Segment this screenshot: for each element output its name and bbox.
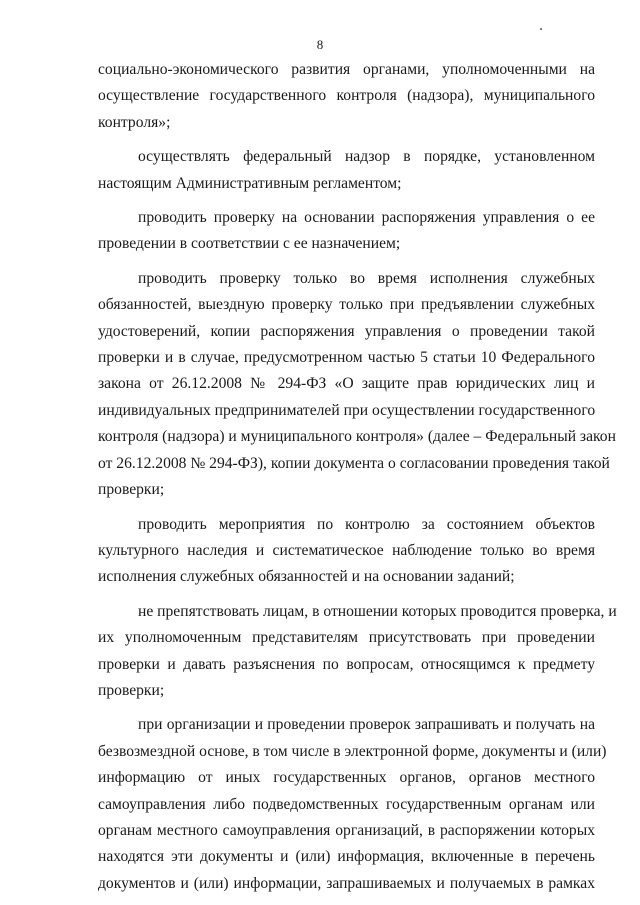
text-line: проводить проверку на основании распоряжения управления о ее [138, 209, 595, 227]
text-line: контроля»; [98, 113, 171, 131]
paragraph [98, 57, 595, 136]
text-line: проводить мероприятия по контролю за состоянием объектов [138, 515, 595, 533]
text-line: культурного наследия и систематическое наблюдение только во время [98, 541, 595, 559]
text-line: удостоверений, копии распоряжения управления о проведении такой [98, 322, 595, 340]
text-line: закона от 26.12.2008 № 294-ФЗ «О защите прав юридических лиц и [98, 375, 595, 393]
paragraph [98, 512, 595, 591]
text-line: осуществление государственного контроля (надзора), муниципального [98, 87, 595, 105]
text-line: проверки и давать разъяснения по вопросам, относящимся к предмету [98, 655, 595, 673]
text-line: от 26.12.2008 № 294-ФЗ), копии документа о согласовании проведения такой [98, 454, 610, 472]
text-line: находятся эти документы и (или) информация, включенные в перечень [98, 848, 595, 866]
text-line: индивидуальных предпринимателей при осуществлении государственного [98, 401, 596, 419]
paragraph [98, 712, 607, 897]
text-line: информацию от иных государственных органов, органов местного [98, 769, 595, 787]
text-line: не препятствовать лицам, в отношении которых проводится проверка, и [138, 602, 617, 620]
text-line: проведении в соответствии с ее назначением; [98, 235, 401, 253]
text-line: при организации и проведении проверок запрашивать и получать на [138, 716, 595, 734]
text-line: самоуправления либо подведомственных государственным органам или [98, 795, 595, 813]
page-number: 8 [316, 37, 324, 52]
text-line: их уполномоченным представителям присутствовать при проведении [98, 629, 595, 647]
text-line: проверки; [98, 481, 165, 499]
text-line: обязанностей, выездную проверку только при предъявлении служебных [98, 296, 595, 314]
text-line: органам местного самоуправления организаций, в распоряжении которых [98, 821, 595, 839]
scan-speck [540, 28, 542, 30]
text-line: социально-экономического развития органами, уполномоченными на [98, 61, 595, 78]
text-line: проверки и в случае, предусмотренном частью 5 статьи 10 Федерального [98, 349, 595, 367]
document-body [98, 57, 617, 905]
paragraph [98, 205, 595, 258]
text-line: настоящим Административным регламентом; [98, 174, 402, 192]
paragraph [98, 266, 616, 504]
text-line: безвозмездной основе, в том числе в электронной форме, документы и (или) [98, 742, 607, 760]
text-line: документов и (или) информации, запрашиваемых и получаемых в рамках [98, 874, 595, 892]
paragraph [98, 144, 595, 197]
text-line: контроля (надзора) и муниципального контроля» (далее – Федеральный закон [98, 428, 616, 446]
paragraph [98, 599, 617, 705]
text-line: осуществлять федеральный надзор в порядке, установленном [138, 148, 595, 166]
text-line: проводить проверку только во время исполнения служебных [138, 269, 595, 287]
text-line: исполнения служебных обязанностей и на основании заданий; [98, 568, 515, 586]
text-line: проверки; [98, 681, 165, 699]
